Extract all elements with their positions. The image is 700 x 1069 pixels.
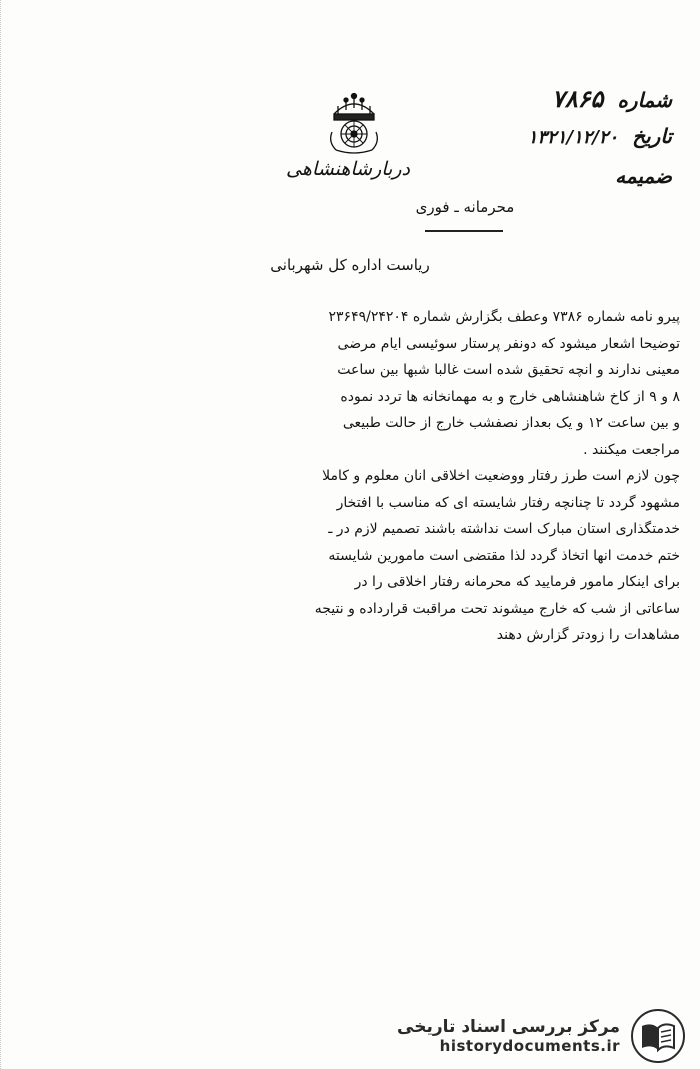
number-value: ۷۸۶۵: [551, 84, 604, 113]
number-row: [412, 84, 672, 124]
watermark: [397, 1008, 686, 1064]
pahlavi-crown-emblem-icon: [326, 92, 382, 154]
attachment-label: ضمیمه: [615, 164, 672, 188]
body-line: معینی ندارند و انچه تحقیق شده است غالبا شبها بین ساعت: [337, 362, 680, 378]
body-line: و بین ساعت ۱۲ و یک بعداز نصفشب خارج از حالت طبیعی: [342, 415, 680, 431]
document-meta: [412, 84, 672, 204]
watermark-text: [397, 1017, 620, 1055]
number-label: شماره: [617, 88, 672, 112]
classification-label: محرمانه ـ فوری: [415, 198, 515, 216]
court-name: دربارشاهنشاهی: [286, 158, 410, 180]
classification-underline: [425, 230, 503, 232]
body-line: مشاهدات را زودتر گزارش دهند: [496, 627, 680, 643]
book-logo-icon: [630, 1008, 686, 1064]
body-line: ختم خدمت انها اتخاذ گردد لذا مقتضی است مامورین شایسته: [328, 547, 680, 564]
body-line: ساعاتی از شب که خارج میشوند تحت مراقبت قرارداده و نتیجه: [314, 600, 680, 617]
body-line: مراجعت میکنند .: [583, 441, 680, 458]
date-label: تاریخ: [632, 124, 672, 148]
body-line: توضیحا اشعار میشود که دونفر پرستار سوئیسی ایام مرضی: [337, 335, 680, 352]
watermark-url: historydocuments.ir: [439, 1037, 620, 1055]
body-line: ۸ و ۹ از کاخ شاهنشاهی خارج و به مهمانخانه ها تردد نموده: [340, 388, 680, 405]
margin-dots: [0, 0, 5, 1069]
body-line: پیرو نامه شماره ۷۳۸۶ وعطف بگزارش شماره ۲۳۶۴۹/۲۴۲۰۴: [328, 309, 680, 325]
body-line: خدمتگذاری استان مبارک است نداشته باشند تصمیم لازم در ـ: [328, 521, 680, 537]
date-row: [412, 124, 672, 164]
date-value: ۱۳۲۱/۱۲/۲۰: [527, 127, 619, 148]
letter-body: [140, 304, 680, 649]
body-line: برای اینکار مامور فرمایید که محرمانه رفتار اخلاقی را در: [354, 574, 680, 590]
body-line: چون لازم است طرز رفتار ووضعیت اخلاقی انان معلوم و کاملا: [322, 468, 680, 484]
addressee: ریاست اداره کل شهربانی: [270, 256, 430, 274]
body-line: مشهود گردد تا چنانچه رفتار شایسته ای که مناسب با افتخار: [336, 494, 680, 511]
watermark-title: مرکز بررسی اسناد تاریخی: [397, 1017, 620, 1037]
